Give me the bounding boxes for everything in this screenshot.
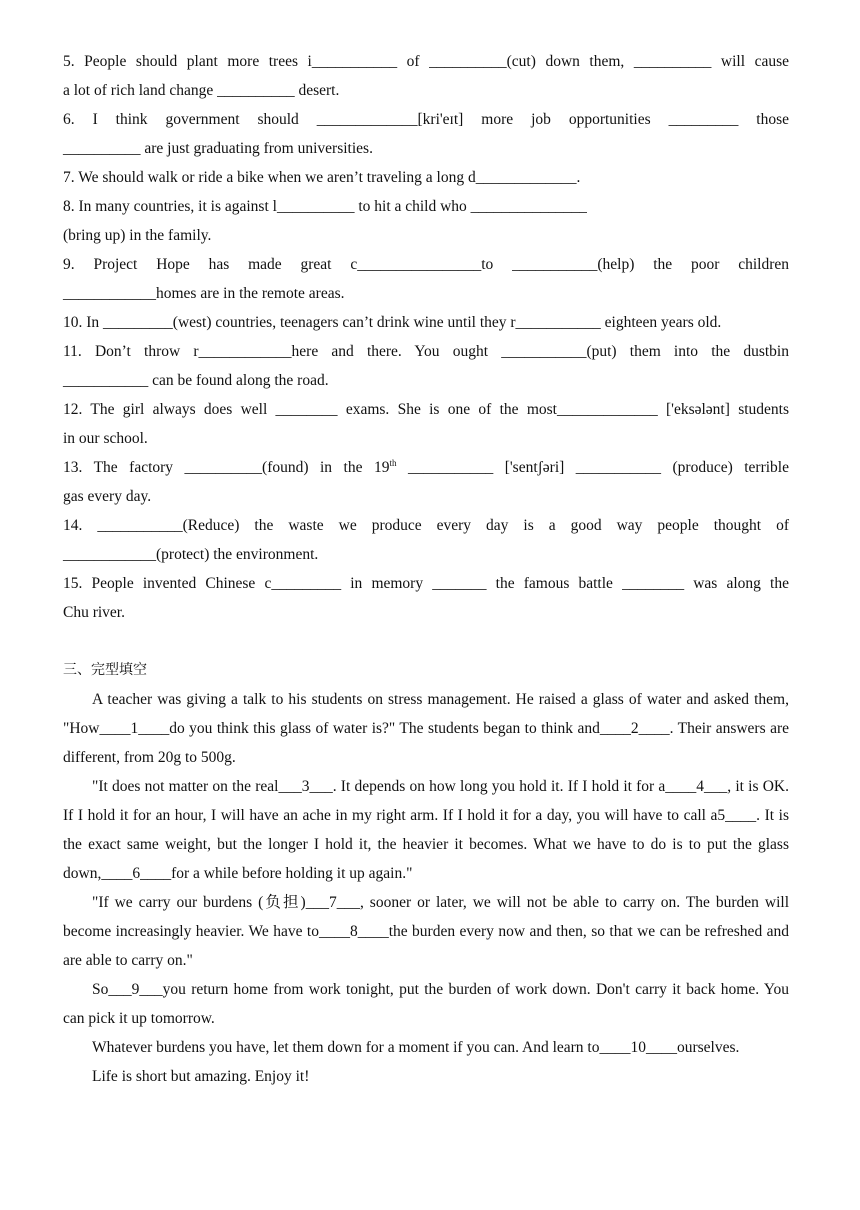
passage-paragraph-3	[63, 888, 789, 975]
passage-paragraph-5	[63, 1033, 789, 1062]
question-12-line-1: 12. The girl always does well ________ exams. She is one of the most_____________ ['eksələnt] students	[63, 401, 789, 418]
blank-7: ___7___	[305, 894, 360, 911]
question-5-line-1: 5. People should plant more trees i___________ of __________(cut) down them, __________ will cause	[63, 53, 789, 70]
question-11-line-2: ___________ can be found along the road.	[63, 372, 329, 389]
passage-text: , sooner or later, we will not be able to carry on. The burden will become increasingly heavier. We have to	[63, 894, 789, 940]
passage-text: for a while before holding it up again."	[171, 865, 413, 882]
passage-text: ourselves.	[676, 1039, 740, 1056]
passage-text: . Their answers are different, from 20g to 500g.	[63, 720, 789, 766]
question-15-line-1: 15. People invented Chinese c_________ in memory _______ the famous battle ________ was along the	[63, 575, 789, 592]
question-13-line-1	[63, 453, 789, 482]
question-8-line-2: (bring up) in the family.	[63, 227, 212, 244]
blank-3: ___3___	[278, 778, 333, 795]
section-spacer	[63, 627, 789, 656]
question-13-text-a: 13. The factory __________(found) in the 19	[63, 459, 390, 476]
section-title: 三、完型填空	[63, 662, 147, 678]
question-10-line-1: 10. In _________(west) countries, teenagers can’t drink wine until they r___________ eighteen years old.	[63, 314, 722, 331]
passage-paragraph-6: Life is short but amazing. Enjoy it!	[92, 1068, 310, 1085]
question-8-line-1: 8. In many countries, it is against l__________ to hit a child who _______________	[63, 198, 587, 215]
passage-text: So	[92, 981, 109, 998]
passage-text: the burden every now and then, so that we can be refreshed and are able to carry on."	[63, 923, 789, 969]
question-15-line-2: Chu river.	[63, 604, 125, 621]
question-7-line-1: 7. We should walk or ride a bike when we aren’t traveling a long d_____________.	[63, 169, 581, 186]
passage-text: "If we carry our burdens (负担)	[92, 894, 306, 911]
passage-text: , it is OK. If I hold it for an hour, I will have an ache in my right arm. If I hold it for a day, you will have to call a	[63, 778, 789, 824]
question-13-line-2: gas every day.	[63, 488, 152, 505]
passage-text: A teacher was giving a talk to his students on stress management. He raised a glass of water and asked them, "How	[63, 691, 789, 737]
blank-8: ____8____	[318, 923, 389, 940]
passage-paragraph-1	[63, 685, 789, 772]
passage-text: do you think this glass of water is?" The students began to think and	[169, 720, 600, 737]
question-9-line-2: ____________homes are in the remote areas.	[63, 285, 345, 302]
question-14-line-2: ____________(protect) the environment.	[63, 546, 319, 563]
question-14-line-1: 14. ___________(Reduce) the waste we produce every day is a good way people thought of	[63, 517, 789, 534]
passage-text: . It depends on how long you hold it. If I hold it for a	[332, 778, 666, 795]
passage-paragraph-2	[63, 772, 789, 888]
blank-10: ____10____	[599, 1039, 677, 1056]
blank-4: ____4___	[665, 778, 728, 795]
worksheet-page	[63, 47, 789, 1091]
blank-1: ____1____	[99, 720, 170, 737]
question-11-line-1: 11. Don’t throw r____________here and there. You ought ___________(put) them into the dustbin	[63, 343, 789, 360]
question-13-text-b: ___________ ['sentʃəri] ___________ (produce) terrible	[396, 459, 789, 476]
question-6-line-2: __________ are just graduating from universities.	[63, 140, 373, 157]
question-6-line-1: 6. I think government should _____________[kri'eɪt] more job opportunities _________ those	[63, 111, 789, 128]
passage-text: "It does not matter on the real	[92, 778, 279, 795]
question-13-superscript: th	[389, 457, 397, 468]
blank-2: ____2____	[599, 720, 670, 737]
passage-paragraph-4	[63, 975, 789, 1033]
passage-text: Whatever burdens you have, let them down for a moment if you can. And learn to	[92, 1039, 600, 1056]
question-12-line-2: in our school.	[63, 430, 148, 447]
passage-text: . It is the exact same weight, but the longer I hold it, the heavier it becomes. What we have to do is to put the glass down,	[63, 807, 789, 882]
blank-5: 5____	[717, 807, 757, 824]
passage-text: you return home from work tonight, put the burden of work down. Don't carry it back home. You can pick it up tomorrow.	[63, 981, 789, 1027]
blank-6: ____6____	[101, 865, 172, 882]
blank-9: ___9___	[108, 981, 163, 998]
question-5-line-2: a lot of rich land change __________ desert.	[63, 82, 340, 99]
question-9-line-1: 9. Project Hope has made great c________________to ___________(help) the poor children	[63, 256, 789, 273]
